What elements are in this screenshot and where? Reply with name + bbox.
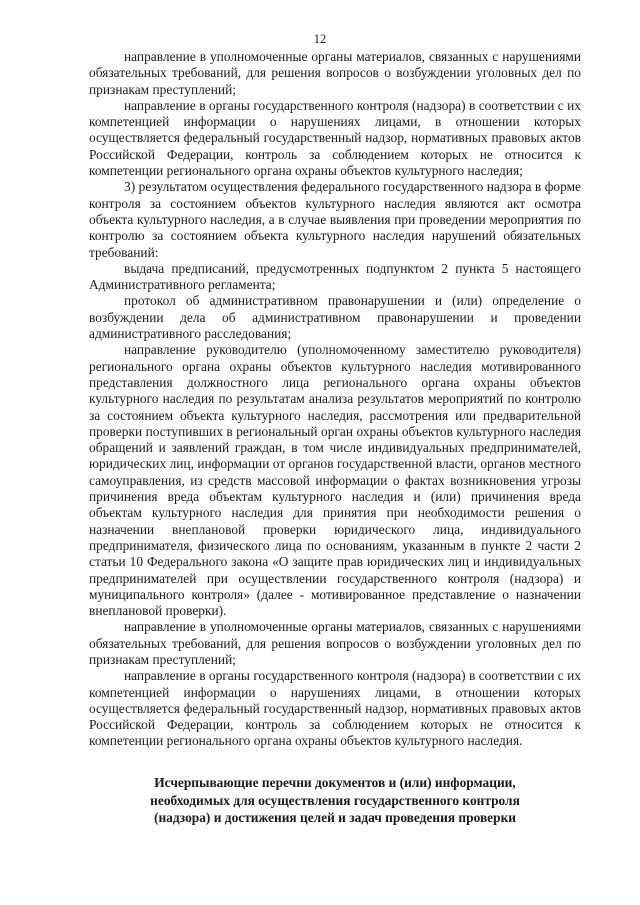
section-heading [89, 774, 581, 827]
body-text [89, 49, 581, 750]
heading-line: (надзора) и достижения целей и задач проведения проверки [153, 810, 516, 825]
page-number: 12 [313, 32, 327, 46]
paragraph: направление в уполномоченные органы материалов, связанных с нарушениями обязательных требований, для решения вопросов о возбуждении уголовных дел по признакам преступлений; [89, 49, 581, 97]
heading-line: необходимых для осуществления государственного контроля [150, 792, 520, 808]
paragraph: протокол об административном правонарушении и (или) определение о возбуждении дела об административном правонарушении и проведении административного расследования; [89, 293, 581, 342]
paragraph: направление в органы государственного контроля (надзора) в соответствии с их компетенцией информации о нарушениях лицами, в отношении которых осуществляется федеральный государственный надзор, нормативных правовых актов Российской Федерации, контроль за соблюдением которых не относится к компетенции регионального органа охраны объектов культурного наследия. [89, 668, 581, 749]
paragraph: выдача предписаний, предусмотренных подпунктом 2 пункта 5 настоящего Административного регламента; [89, 260, 581, 293]
paragraph: направление руководителю (уполномоченному заместителю руководителя) регионального органа охраны объектов культурного наследия мотивированного представления должностного лица регионального органа охраны объектов культурного наследия по результатам анализа результатов мероприятий по контролю за состоянием объекта культурного наследия, рассмотрения или предварительной проверки поступивших в региональный орган охраны объектов культурного наследия обращений и заявлений граждан, в том числе индивидуальных предпринимателей, юридических лиц, информации от органов государственной власти, органов местного самоуправления, из средств массовой информации о фактах возникновения угрозы причинения вреда объектам культурного наследия и (или) причинения вреда объектам культурного наследия для принятия при необходимости решения о назначении внеплановой проверки юридического лица, индивидуального предпринимателя, физического лица по основаниям, указанным в пункте 2 части 2 статьи 10 Федерального закона «О защите прав юридических лиц и индивидуальных предпринимателей при осуществлении государственного контроля (надзора) и муниципального контроля» (далее - мотивированное представление о назначении внеплановой проверки). [89, 342, 581, 619]
heading-line: Исчерпывающие перечни документов и (или) информации, [154, 775, 516, 790]
paragraph: направление в уполномоченные органы материалов, связанных с нарушениями обязательных требований, для решения вопросов о возбуждении уголовных дел по признакам преступлений; [89, 619, 581, 667]
paragraph: 3) результатом осуществления федерального государственного надзора в форме контроля за состоянием объектов культурного наследия являются акт осмотра объекта культурного наследия, а в случае выявления при проведении мероприятия по контролю за состоянием объекта культурного наследия нарушений обязательных требований: [89, 179, 581, 260]
paragraph: направление в органы государственного контроля (надзора) в соответствии с их компетенцией информации о нарушениях лицами, в отношении которых осуществляется федеральный государственный надзор, нормативных правовых актов Российской Федерации, контроль за соблюдением которых не относится к компетенции регионального органа охраны объектов культурного наследия; [89, 97, 581, 179]
